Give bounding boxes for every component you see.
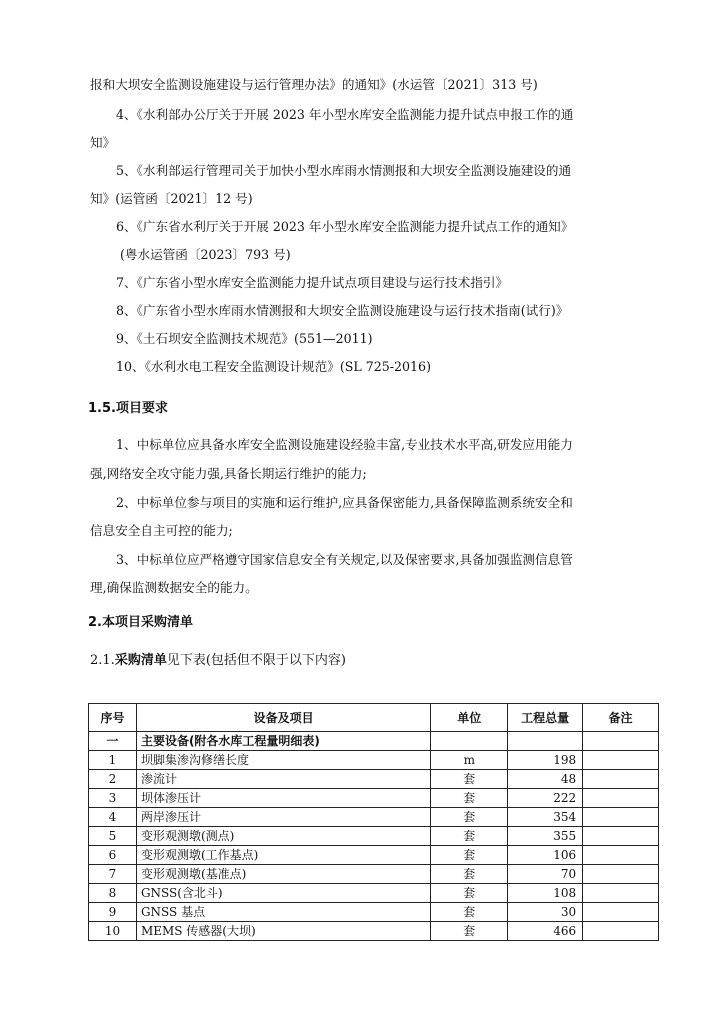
table-group-row	[89, 732, 659, 751]
row-item: 变形观测墩(测点)	[136, 827, 430, 846]
procurement-table	[88, 703, 659, 941]
table-row	[89, 846, 659, 865]
row-no: 3	[89, 789, 137, 808]
row-quantity: 30	[508, 903, 583, 922]
reference-5-line-2: 知》(运管函〔2021〕12 号)	[90, 191, 253, 206]
group-no: 一	[89, 732, 137, 751]
section-2-1-subheading	[90, 652, 346, 670]
header-quantity: 工程总量	[508, 704, 583, 732]
row-no: 10	[89, 922, 137, 941]
table-row	[89, 751, 659, 770]
row-no: 6	[89, 846, 137, 865]
row-note	[583, 808, 659, 827]
reference-7: 7、《广东省小型水库安全监测能力提升试点项目建设与运行技术指引》	[116, 275, 509, 290]
row-no: 8	[89, 884, 137, 903]
reference-10: 10、《水利水电工程安全监测设计规范》(SL 725-2016)	[116, 359, 431, 374]
row-unit: 套	[431, 846, 508, 865]
row-unit: 套	[431, 903, 508, 922]
row-item: 渗流计	[136, 770, 430, 789]
row-quantity: 355	[508, 827, 583, 846]
row-note	[583, 770, 659, 789]
row-note	[583, 751, 659, 770]
row-note	[583, 846, 659, 865]
group-quantity	[508, 732, 583, 751]
group-name: 主要设备(附各水库工程量明细表)	[136, 732, 430, 751]
row-quantity: 222	[508, 789, 583, 808]
row-item: MEMS 传感器(大坝)	[136, 922, 430, 941]
reference-3-continuation: 报和大坝安全监测设施建设与运行管理办法》的通知》(水运管〔2021〕313 号)	[90, 77, 538, 92]
row-unit: 套	[431, 789, 508, 808]
requirement-2-line-1: 2、中标单位参与项目的实施和运行维护,应具备保密能力,具备保障监测系统安全和	[116, 495, 573, 510]
subheading-text: 见下表(包括但不限于以下内容)	[166, 653, 346, 668]
row-quantity: 354	[508, 808, 583, 827]
subheading-number: 2.1.	[90, 653, 115, 668]
group-unit	[431, 732, 508, 751]
reference-8: 8、《广东省小型水库雨水情测报和大坝安全监测设施建设与运行技术指南(试行)》	[116, 303, 569, 318]
header-no: 序号	[89, 704, 137, 732]
reference-6-line-2: (粤水运管函〔2023〕793 号)	[120, 247, 291, 262]
table-row	[89, 827, 659, 846]
row-no: 2	[89, 770, 137, 789]
requirement-2-line-2: 信息安全自主可控的能力;	[90, 523, 233, 538]
row-unit: 套	[431, 770, 508, 789]
header-note: 备注	[583, 704, 659, 732]
requirement-1-line-2: 强,网络安全攻守能力强,具备长期运行维护的能力;	[90, 466, 367, 481]
row-item: GNSS 基点	[136, 903, 430, 922]
row-no: 1	[89, 751, 137, 770]
table-row	[89, 789, 659, 808]
row-item: 变形观测墩(工作基点)	[136, 846, 430, 865]
requirement-1-line-1: 1、中标单位应具备水库安全监测设施建设经验丰富,专业技术水平高,研发应用能力	[116, 437, 573, 452]
table-row	[89, 770, 659, 789]
section-2-heading: 2.本项目采购清单	[88, 615, 193, 630]
row-no: 7	[89, 865, 137, 884]
subheading-bold-label: 采购清单	[114, 653, 167, 668]
row-note	[583, 922, 659, 941]
header-item: 设备及项目	[136, 704, 430, 732]
requirement-3-line-2: 理,确保监测数据安全的能力。	[90, 580, 258, 595]
row-quantity: 48	[508, 770, 583, 789]
table-row	[89, 922, 659, 941]
section-1-5-heading: 1.5.项目要求	[88, 401, 168, 416]
row-unit: 套	[431, 808, 508, 827]
row-unit: 套	[431, 865, 508, 884]
row-quantity: 466	[508, 922, 583, 941]
header-unit: 单位	[431, 704, 508, 732]
table-row	[89, 903, 659, 922]
row-quantity: 106	[508, 846, 583, 865]
table-row	[89, 884, 659, 903]
row-note	[583, 903, 659, 922]
table-header-row	[89, 704, 659, 732]
row-unit: m	[431, 751, 508, 770]
row-quantity: 70	[508, 865, 583, 884]
table-row	[89, 808, 659, 827]
reference-4-line-2: 知》	[90, 135, 116, 150]
requirement-3-line-1: 3、中标单位应严格遵守国家信息安全有关规定,以及保密要求,具备加强监测信息管	[116, 552, 573, 567]
row-no: 5	[89, 827, 137, 846]
reference-6-line-1: 6、《广东省水利厅关于开展 2023 年小型水库安全监测能力提升试点工作的通知》	[116, 219, 574, 234]
row-note	[583, 789, 659, 808]
row-note	[583, 827, 659, 846]
row-quantity: 108	[508, 884, 583, 903]
row-item: GNSS(含北斗)	[136, 884, 430, 903]
group-note	[583, 732, 659, 751]
row-item: 坝脚集渗沟修缮长度	[136, 751, 430, 770]
row-item: 两岸渗压计	[136, 808, 430, 827]
row-note	[583, 865, 659, 884]
row-unit: 套	[431, 827, 508, 846]
row-no: 4	[89, 808, 137, 827]
row-note	[583, 884, 659, 903]
reference-4-line-1: 4、《水利部办公厅关于开展 2023 年小型水库安全监测能力提升试点申报工作的通	[116, 107, 574, 122]
row-no: 9	[89, 903, 137, 922]
table-row	[89, 865, 659, 884]
row-item: 变形观测墩(基准点)	[136, 865, 430, 884]
reference-5-line-1: 5、《水利部运行管理司关于加快小型水库雨水情测报和大坝安全监测设施建设的通	[116, 163, 572, 178]
reference-9: 9、《土石坝安全监测技术规范》(551—2011)	[116, 331, 373, 346]
row-item: 坝体渗压计	[136, 789, 430, 808]
row-unit: 套	[431, 922, 508, 941]
row-unit: 套	[431, 884, 508, 903]
row-quantity: 198	[508, 751, 583, 770]
